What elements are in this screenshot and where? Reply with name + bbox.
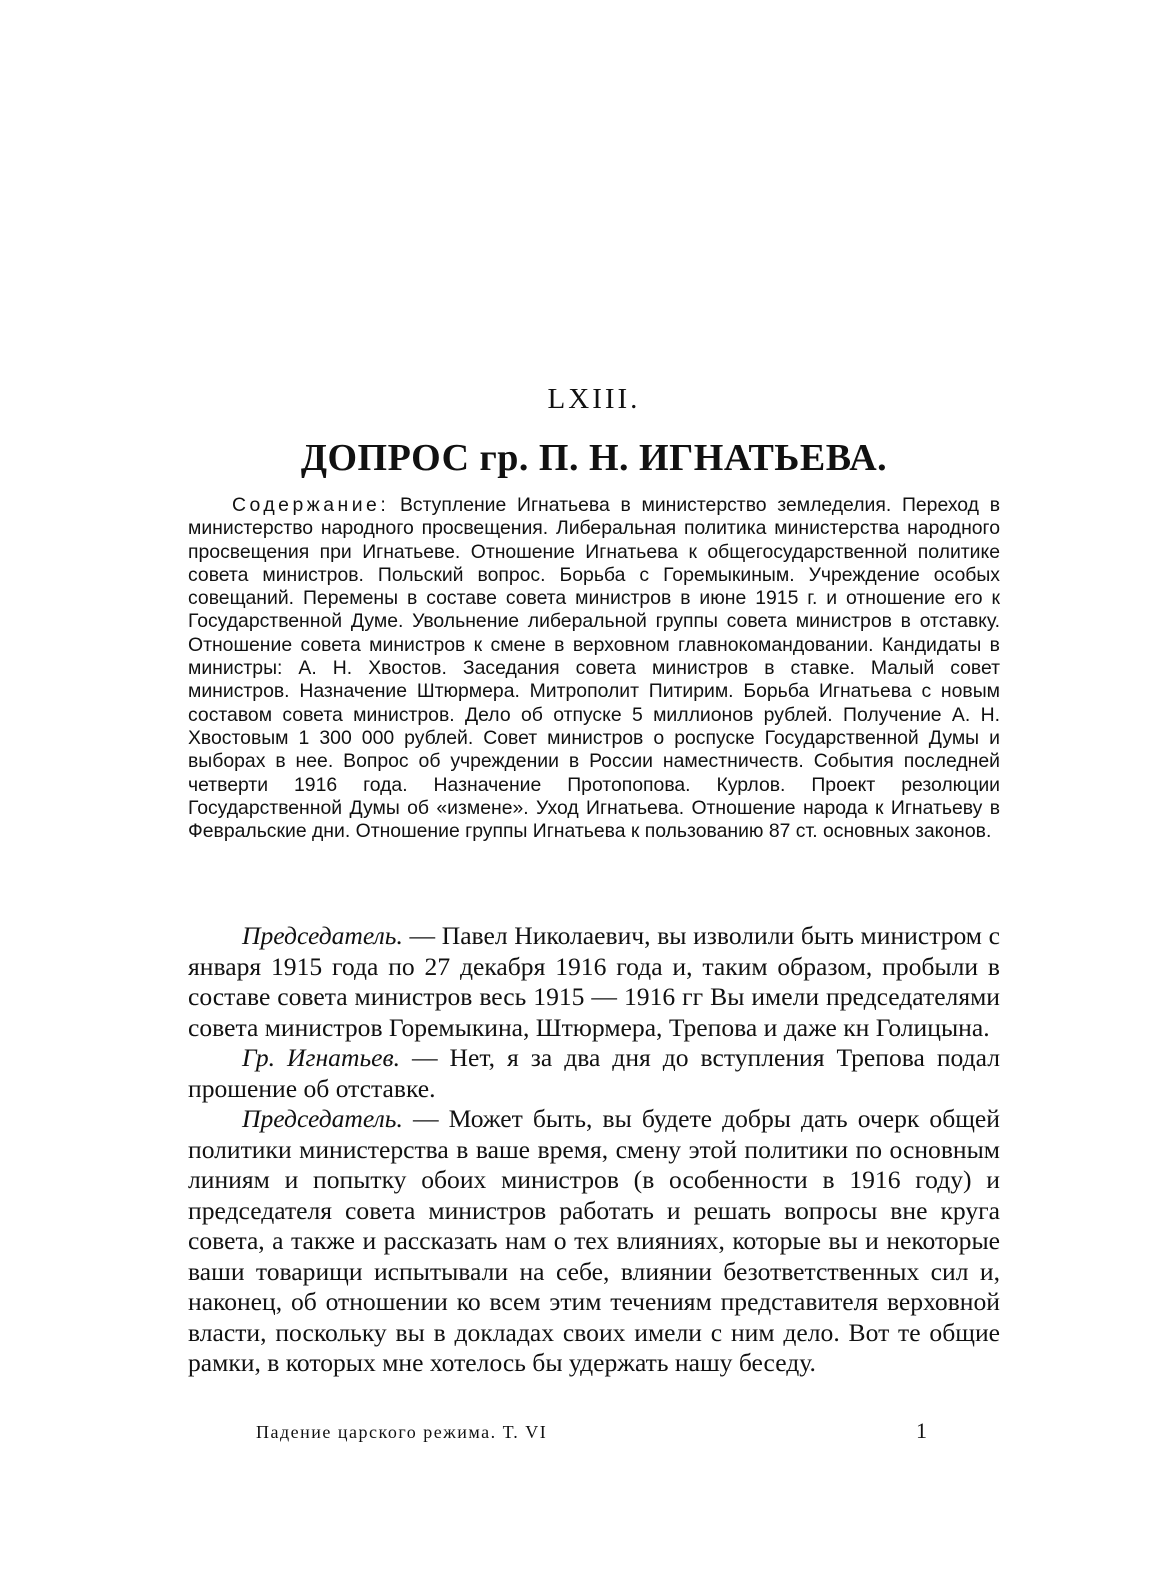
contents-label: Содержание: (232, 494, 390, 516)
speech-text: — Может быть, вы будете добры дать очерк общей политики министерства в ваше время, смену этой политики по основным линиям и попытку обоих министров (в особенности в 1916 году) и председателя совета министров работать и решать вопросы вне круга совета, а также и рассказать нам о тех влияниях, которые вы и некоторые ваши товарищи испытывали на себе, влиянии безответственных сил и, наконец, об отношении ко всем этим течениям представителя верховной власти, поскольку вы в докладах своих имели с ним дело. Вот те общие рамки, в которых мне хотелось бы удержать нашу беседу. (188, 1104, 1000, 1377)
contents-text: Вступление Игнатьева в министерство земледелия. Переход в министерство народного просвещения. Либеральная политика министерства народного просвещения при Игнатьеве. Отношение Игнатьева к общегосударственной политике совета министров. Польский вопрос. Борьба с Горемыкиным. Учреждение особых совещаний. Перемены в составе совета министров в июне 1915 г. и отношение его к Государственной Думе. Увольнение либеральной группы совета министров в отставку. Отношение совета министров к смене в верховном главнокомандовании. Кандидаты в министры: А. Н. Хвостов. Заседания совета министров в ставке. Малый совет министров. Назначение Штюрмера. Митрополит Питирим. Борьба Игнатьева с новым составом совета министров. Дело об отпуске 5 миллионов рублей. Получение А. Н. Хвостовым 1 300 000 рублей. Совет министров о роспуске Государственной Думы и выборах в нее. Вопрос об учреждении в России наместничеств. События последней четверти 1916 года. Назначение Протопопова. Курлов. Проект резолюции Государственной Думы об «измене». Уход Игнатьева. Отношение народа к Игнатьеву в Февральские дни. Отношение группы Игнатьева к пользованию 87 ст. основных законов. (188, 494, 1000, 843)
dialogue-body (188, 921, 1000, 1379)
chapter-number: LXIII. (547, 383, 641, 415)
page-footer (188, 1418, 1000, 1448)
speaker-name: Председатель. (242, 1104, 403, 1133)
page-number: 1 (916, 1418, 927, 1443)
speaker-name: Гр. Игнатьев. (242, 1043, 400, 1072)
dialogue-paragraph (188, 1043, 1000, 1104)
speaker-name: Председатель. (242, 921, 403, 950)
speech-text: — Нет, я за два дня до вступления Трепова подал прошение об отставке. (188, 1043, 1000, 1103)
speech-text: — Павел Николаевич, вы изволили быть министром с января 1915 года по 27 декабря 1916 года и, таким образом, пробыли в составе совета министров весь 1915 — 1916 гг Вы имели председателями совета министров Горемыкина, Штюрмера, Трепова и даже кн Голицына. (188, 921, 1000, 1042)
contents-summary (188, 494, 1000, 843)
document-page (188, 0, 1000, 1588)
dialogue-paragraph (188, 1104, 1000, 1379)
chapter-title: ДОПРОС гр. П. Н. ИГНАТЬЕВА. (300, 437, 888, 479)
dialogue-paragraph (188, 921, 1000, 1043)
footer-book-title: Падение царского режима. Т. VI (256, 1422, 548, 1442)
